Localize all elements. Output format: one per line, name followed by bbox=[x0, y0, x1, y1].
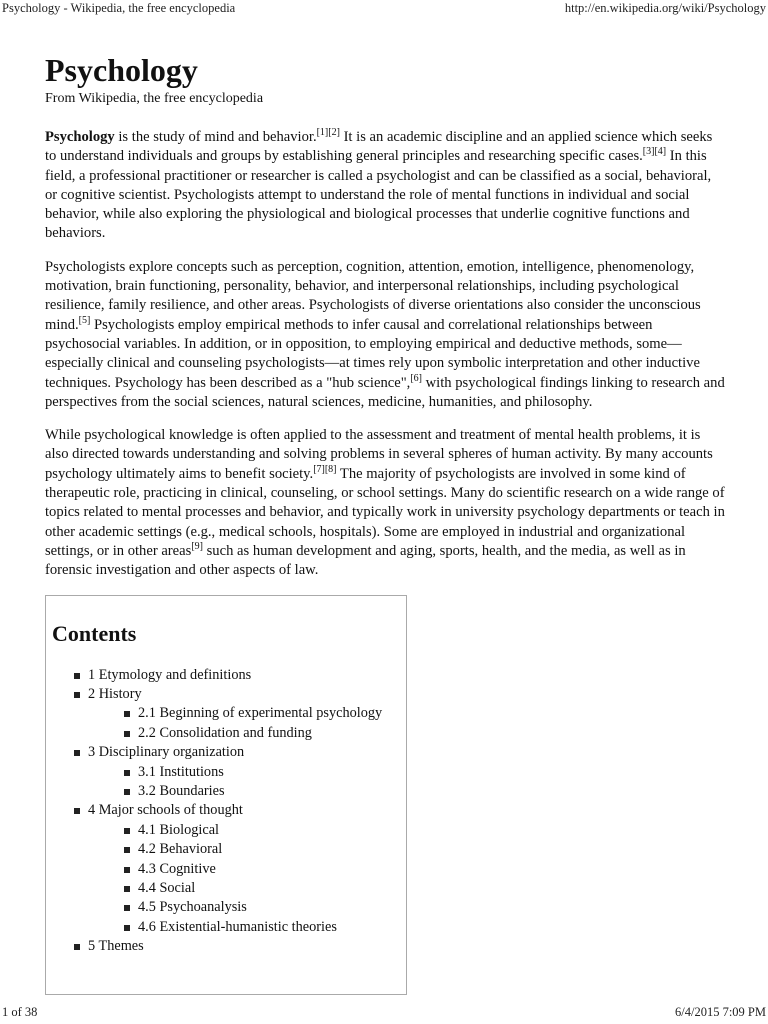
toc-item-etymology[interactable]: 1 Etymology and definitions bbox=[74, 666, 400, 685]
toc-item-label[interactable]: 2 History bbox=[88, 685, 142, 702]
toc-item-consolidation-funding[interactable]: 2.2 Consolidation and funding bbox=[124, 724, 400, 743]
paragraph-text: It is an academic discipline and an applied science which seeks to understand individuals and groups by establishing general principles and researching specific cases. bbox=[45, 129, 713, 165]
toc-item-themes[interactable]: 5 Themes bbox=[74, 937, 400, 956]
toc-title: Contents bbox=[52, 620, 137, 646]
toc-item-social[interactable]: 4.4 Social bbox=[124, 879, 400, 898]
paragraph-text: In this field, a professional practitioner or researcher is called a psychologist and can be classified as a social, behavioral, or cognitive scientist. Psychologists attempt to understand the role of mental functions in individual and social behavior, while also exploring the physiological and biological processes that underlie cognitive functions and behaviors. bbox=[45, 148, 712, 242]
reference-link[interactable]: [3][4] bbox=[642, 146, 667, 158]
toc-item-label[interactable]: 4 Major schools of thought bbox=[88, 802, 243, 819]
paragraph-text: such as human development and aging, sports, health, and the media, as well as in forensic investigation and other aspects of law. bbox=[45, 542, 686, 579]
reference-link[interactable]: [6] bbox=[410, 372, 422, 384]
toc-sublist bbox=[88, 704, 400, 743]
paragraph-text: Psychologists employ empirical methods to infer causal and correlational relationships between psychosocial variables. In addition, or in opposition, to employing empirical and deductive methods, some—especially clinical and counseling psychologists—at times rely upon symbolic interpretation and other inductive techniques. Psychology has been described as a "hub science", bbox=[45, 316, 700, 391]
toc-item-history[interactable] bbox=[74, 685, 400, 743]
print-header-title: Psychology - Wikipedia, the free encyclopedia bbox=[2, 1, 236, 15]
toc-item-disciplinary-organization[interactable] bbox=[74, 743, 400, 801]
toc-item-boundaries[interactable]: 3.2 Boundaries bbox=[124, 782, 400, 801]
paragraph-text: with psychological findings linking to research and perspectives from the social sciences, natural sciences, medicine, humanities, and philosophy. bbox=[45, 374, 725, 410]
bold-term: Psychology bbox=[45, 129, 115, 145]
reference-link[interactable]: [7][8] bbox=[313, 463, 337, 475]
intro-paragraph-2 bbox=[45, 258, 725, 412]
toc-item-existential-humanistic[interactable]: 4.6 Existential-humanistic theories bbox=[124, 918, 400, 937]
table-of-contents bbox=[45, 595, 407, 995]
intro-paragraph-3 bbox=[45, 426, 725, 580]
toc-sublist bbox=[88, 763, 400, 802]
toc-item-biological[interactable]: 4.1 Biological bbox=[124, 821, 400, 840]
reference-link[interactable]: [1][2] bbox=[316, 127, 340, 139]
print-header-url: http://en.wikipedia.org/wiki/Psychology bbox=[564, 1, 766, 15]
page-tagline: From Wikipedia, the free encyclopedia bbox=[45, 91, 264, 106]
paragraph-text: Psychologists explore concepts such as perception, cognition, attention, emotion, intelligence, phenomenology, motivation, brain functioning, personality, behavior, and interpersonal relationships, including psychological resilience, family resilience, and other areas. Psychologists of diverse orientations also consider the unconscious mind. bbox=[45, 258, 701, 333]
reference-link[interactable]: [5] bbox=[78, 314, 91, 326]
print-header bbox=[0, 0, 768, 18]
paragraph-text: While psychological knowledge is often applied to the assessment and treatment of mental health problems, it is also directed towards understanding and solving problems in several spheres of human activity. By many accounts psychology ultimately aims to benefit society. bbox=[45, 427, 713, 482]
toc-item-experimental-psychology[interactable]: 2.1 Beginning of experimental psychology bbox=[124, 704, 400, 723]
article-content bbox=[45, 50, 725, 995]
toc-item-major-schools[interactable] bbox=[74, 801, 400, 937]
toc-item-cognitive[interactable]: 4.3 Cognitive bbox=[124, 860, 400, 879]
paragraph-text: is the study of mind and behavior. bbox=[114, 129, 317, 145]
page-count: 1 of 38 bbox=[2, 1005, 38, 1019]
toc-item-psychoanalysis[interactable]: 4.5 Psychoanalysis bbox=[124, 898, 400, 917]
toc-item-behavioral[interactable]: 4.2 Behavioral bbox=[124, 840, 400, 859]
print-footer bbox=[0, 1004, 768, 1024]
page-title: Psychology bbox=[45, 52, 198, 88]
toc-item-institutions[interactable]: 3.1 Institutions bbox=[124, 763, 400, 782]
print-timestamp: 6/4/2015 7:09 PM bbox=[675, 1005, 766, 1019]
intro-paragraph-1 bbox=[45, 128, 725, 244]
toc-list bbox=[52, 666, 400, 957]
toc-item-label[interactable]: 3 Disciplinary organization bbox=[88, 744, 245, 761]
paragraph-text: The majority of psychologists are involved in some kind of therapeutic role, practicing in clinical, counseling, or school settings. Many do scientific research on a wide range of topics related to mental processes and behavior, and typically work in university psychology departments or teach in other academic settings (e.g., medical schools, hospitals). Some are employed in industrial and organizational settings, or in other areas bbox=[45, 465, 725, 559]
toc-sublist bbox=[88, 821, 400, 937]
reference-link[interactable]: [9] bbox=[191, 541, 203, 553]
